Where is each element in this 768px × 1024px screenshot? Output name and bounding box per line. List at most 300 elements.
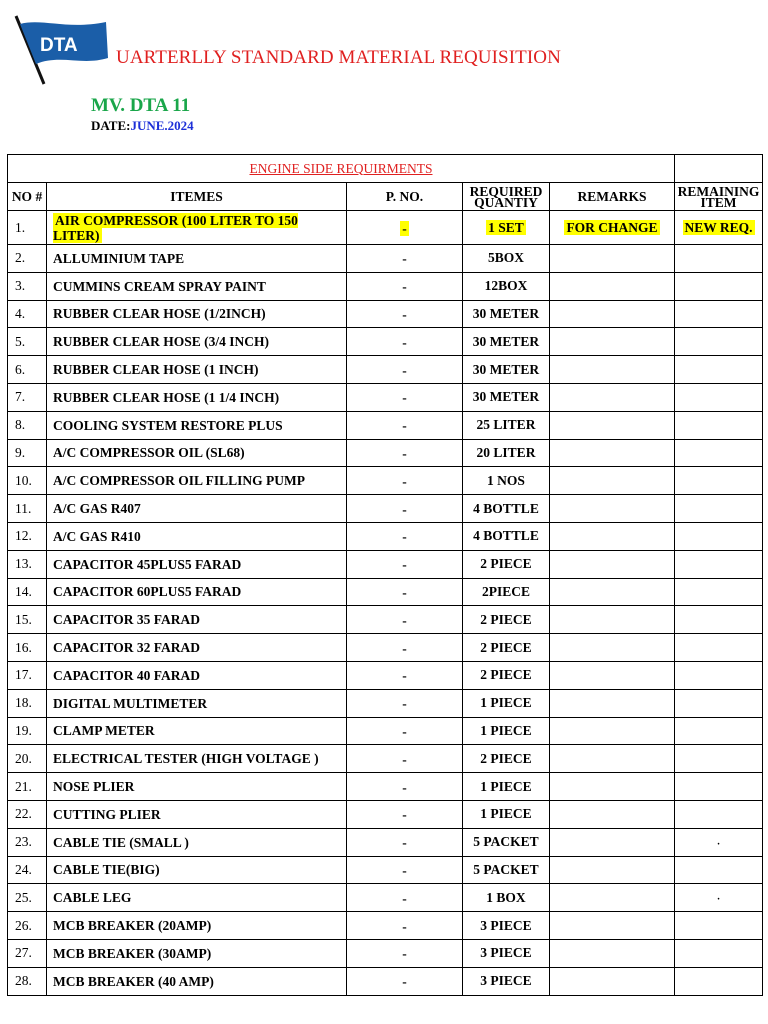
cell-no [8, 745, 47, 773]
cell-item-text: MCB BREAKER (40 AMP) [53, 973, 214, 989]
cell-pno [347, 328, 463, 356]
cell-pno-text: - [402, 723, 407, 739]
cell-no-text: 13. [15, 556, 32, 572]
cell-pno-text: - [402, 557, 407, 573]
cell-no-text: 26. [15, 917, 32, 933]
cell-item-text: NOSE PLIER [53, 779, 135, 795]
cell-pno [347, 606, 463, 634]
cell-qty-text: 2 PIECE [480, 639, 532, 655]
cell-qty-text: 1 PIECE [480, 778, 532, 794]
cell-qty-text: 20 LITER [476, 444, 536, 460]
cell-pno [347, 912, 463, 940]
cell-qty [463, 439, 550, 467]
cell-pno-text: - [402, 220, 407, 236]
cell-qty-text: 5 PACKET [473, 861, 539, 877]
cell-qty-text: 1 SET [488, 219, 524, 235]
cell-qty [463, 383, 550, 411]
table-row [8, 495, 763, 523]
cell-pno-text: - [402, 473, 407, 489]
table-row [8, 272, 763, 300]
cell-qty-text: 30 METER [472, 333, 540, 349]
cell-qty [463, 495, 550, 523]
cell-pno [347, 773, 463, 801]
cell-qty [463, 578, 550, 606]
cell-remaining [675, 939, 763, 967]
table-row [8, 550, 763, 578]
cell-qty-text: 1 NOS [487, 472, 525, 488]
cell-remarks [550, 550, 675, 578]
cell-remarks [550, 211, 675, 245]
cell-pno [347, 411, 463, 439]
cell-pno [347, 856, 463, 884]
cell-item [47, 661, 347, 689]
col-header-remaining-line1: REMAINING [677, 183, 760, 199]
cell-item-text: CAPACITOR 35 FARAD [53, 612, 200, 628]
cell-qty-text: 4 BOTTLE [473, 500, 539, 516]
cell-remaining [675, 245, 763, 273]
cell-remaining [675, 661, 763, 689]
cell-item-text: A/C COMPRESSOR OIL FILLING PUMP [53, 473, 306, 489]
cell-qty [463, 634, 550, 662]
cell-pno-text: - [402, 946, 407, 962]
cell-qty-text: 1 BOX [486, 889, 526, 905]
cell-no-text: 14. [15, 583, 32, 599]
cell-remarks [550, 661, 675, 689]
cell-remaining [675, 828, 763, 856]
cell-pno-text: - [402, 279, 407, 295]
cell-no-text: 15. [15, 611, 32, 627]
cell-item-text: CAPACITOR 60PLUS5 FARAD [53, 584, 242, 600]
cell-no [8, 884, 47, 912]
cell-qty-text: 4 BOTTLE [473, 528, 539, 544]
cell-pno-text: - [402, 779, 407, 795]
cell-no-text: 1. [15, 219, 26, 235]
cell-remarks [550, 439, 675, 467]
table-row [8, 439, 763, 467]
cell-item-text: CAPACITOR 32 FARAD [53, 640, 200, 656]
cell-remaining-text: · [716, 838, 721, 850]
cell-qty [463, 717, 550, 745]
table-row [8, 884, 763, 912]
cell-pno-text: - [402, 390, 407, 406]
cell-pno-text: - [402, 918, 407, 934]
cell-item [47, 800, 347, 828]
date-label: DATE: [91, 118, 131, 133]
cell-remaining-text: · [716, 894, 721, 906]
cell-pno [347, 211, 463, 245]
cell-remaining [675, 689, 763, 717]
cell-pno-text: - [402, 640, 407, 656]
cell-remaining [675, 383, 763, 411]
cell-pno-text: - [402, 445, 407, 461]
cell-pno-text: - [402, 835, 407, 851]
cell-pno [347, 939, 463, 967]
cell-remarks [550, 856, 675, 884]
cell-qty [463, 884, 550, 912]
cell-item [47, 272, 347, 300]
cell-remarks [550, 467, 675, 495]
table-row [8, 578, 763, 606]
cell-item [47, 439, 347, 467]
cell-qty-text: 12BOX [484, 278, 528, 294]
cell-item-text: CAPACITOR 45PLUS5 FARAD [53, 556, 242, 572]
cell-item-text: A/C GAS R410 [53, 528, 141, 544]
column-header-row [8, 183, 763, 211]
cell-item [47, 689, 347, 717]
cell-remarks [550, 411, 675, 439]
table-row [8, 967, 763, 995]
cell-no-text: 19. [15, 722, 32, 738]
cell-remarks [550, 939, 675, 967]
cell-no [8, 356, 47, 384]
cell-no [8, 578, 47, 606]
table-row [8, 467, 763, 495]
table-row [8, 689, 763, 717]
cell-item [47, 467, 347, 495]
cell-pno-text: - [402, 751, 407, 767]
cell-no-text: 6. [15, 361, 26, 377]
cell-remaining [675, 522, 763, 550]
cell-remarks [550, 689, 675, 717]
cell-item [47, 939, 347, 967]
cell-no-text: 2. [15, 250, 26, 266]
cell-remaining [675, 439, 763, 467]
cell-no [8, 717, 47, 745]
col-header-qty-line1: REQUIRED [469, 183, 543, 199]
section-title-row [8, 155, 763, 183]
cell-pno-text: - [402, 306, 407, 322]
cell-remaining [675, 606, 763, 634]
col-header-no: NO # [8, 183, 47, 211]
table-row [8, 211, 763, 245]
requisition-table [7, 154, 763, 996]
cell-remarks [550, 884, 675, 912]
cell-pno [347, 272, 463, 300]
cell-no [8, 634, 47, 662]
cell-item [47, 245, 347, 273]
table-row [8, 856, 763, 884]
cell-qty [463, 939, 550, 967]
document-title: UARTERLLY STANDARD MATERIAL REQUISITION [116, 47, 561, 68]
cell-no-text: 24. [15, 861, 32, 877]
cell-pno-text: - [402, 890, 407, 906]
col-header-items: ITEMES [47, 183, 347, 211]
cell-no [8, 272, 47, 300]
cell-pno-text: - [402, 696, 407, 712]
cell-remaining [675, 411, 763, 439]
cell-remaining [675, 773, 763, 801]
cell-remaining [675, 550, 763, 578]
cell-remaining [675, 328, 763, 356]
cell-qty-text: 1 PIECE [480, 695, 532, 711]
cell-item-text: DIGITAL MULTIMETER [53, 695, 208, 711]
table-row [8, 383, 763, 411]
cell-qty [463, 745, 550, 773]
cell-remaining [675, 912, 763, 940]
cell-pno-text: - [402, 584, 407, 600]
cell-remarks [550, 773, 675, 801]
cell-no-text: 25. [15, 889, 32, 905]
cell-remarks [550, 745, 675, 773]
table-row [8, 717, 763, 745]
cell-pno-text: - [402, 251, 407, 267]
cell-item [47, 522, 347, 550]
cell-qty-text: 5 PACKET [473, 834, 539, 850]
cell-no-text: 20. [15, 750, 32, 766]
cell-item-text: A/C GAS R407 [53, 501, 141, 517]
col-header-qty [463, 183, 550, 211]
cell-no [8, 800, 47, 828]
cell-qty [463, 300, 550, 328]
cell-item [47, 912, 347, 940]
cell-pno [347, 634, 463, 662]
cell-item-text: ALLUMINIUM TAPE [53, 250, 185, 266]
cell-item [47, 411, 347, 439]
cell-no [8, 439, 47, 467]
cell-remarks [550, 606, 675, 634]
table-row [8, 828, 763, 856]
cell-no [8, 328, 47, 356]
date-line [91, 118, 194, 134]
cell-remaining-text: NEW REQ. [684, 220, 753, 235]
table-row [8, 661, 763, 689]
cell-item [47, 967, 347, 995]
cell-remaining [675, 300, 763, 328]
cell-pno-text: - [402, 612, 407, 628]
cell-qty [463, 661, 550, 689]
cell-no-text: 12. [15, 528, 32, 544]
cell-no-text: 16. [15, 639, 32, 655]
table-row [8, 245, 763, 273]
cell-item [47, 856, 347, 884]
cell-pno-text: - [402, 334, 407, 350]
cell-qty [463, 800, 550, 828]
table-row [8, 328, 763, 356]
cell-remarks [550, 328, 675, 356]
col-header-pno: P. NO. [347, 183, 463, 211]
cell-pno-text: - [402, 501, 407, 517]
cell-no-text: 21. [15, 778, 32, 794]
cell-no [8, 967, 47, 995]
cell-pno-text: - [402, 974, 407, 990]
cell-item-text: CABLE TIE (SMALL ) [53, 834, 189, 850]
cell-item-text: CABLE TIE(BIG) [53, 862, 160, 878]
cell-pno [347, 439, 463, 467]
cell-pno [347, 550, 463, 578]
table-row [8, 522, 763, 550]
cell-pno [347, 689, 463, 717]
table-row [8, 634, 763, 662]
cell-no [8, 939, 47, 967]
cell-pno-text: - [402, 862, 407, 878]
cell-remaining [675, 717, 763, 745]
cell-item-text: CABLE LEG [53, 890, 132, 906]
cell-item-text: CUTTING PLIER [53, 806, 161, 822]
cell-pno [347, 884, 463, 912]
cell-qty-text: 5BOX [487, 250, 524, 266]
table-row [8, 411, 763, 439]
table-row [8, 800, 763, 828]
cell-item [47, 550, 347, 578]
cell-no-text: 4. [15, 305, 26, 321]
cell-remaining [675, 800, 763, 828]
cell-qty-text: 1 PIECE [480, 722, 532, 738]
table-row [8, 356, 763, 384]
cell-qty [463, 689, 550, 717]
cell-qty-text: 2 PIECE [480, 750, 532, 766]
col-header-qty-line2: QUANTIY [474, 194, 538, 210]
cell-no [8, 411, 47, 439]
cell-remarks [550, 356, 675, 384]
cell-remarks [550, 828, 675, 856]
cell-remaining [675, 272, 763, 300]
cell-remarks [550, 300, 675, 328]
cell-qty-text: 2 PIECE [480, 611, 532, 627]
cell-remarks [550, 272, 675, 300]
company-logo [12, 14, 112, 86]
cell-qty-text: 30 METER [472, 361, 540, 377]
cell-qty-text: 2 PIECE [480, 556, 532, 572]
cell-remaining [675, 856, 763, 884]
cell-pno-text: - [402, 529, 407, 545]
cell-remarks [550, 800, 675, 828]
cell-item [47, 606, 347, 634]
cell-remarks [550, 578, 675, 606]
cell-no [8, 912, 47, 940]
cell-item [47, 356, 347, 384]
cell-pno [347, 522, 463, 550]
col-header-remarks: REMARKS [550, 183, 675, 211]
cell-no-text: 5. [15, 333, 26, 349]
cell-qty [463, 245, 550, 273]
cell-pno [347, 661, 463, 689]
cell-no-text: 23. [15, 834, 32, 850]
cell-pno-text: - [402, 418, 407, 434]
cell-item-text: ELECTRICAL TESTER (HIGH VOLTAGE ) [53, 751, 319, 767]
cell-no [8, 661, 47, 689]
cell-item-text: RUBBER CLEAR HOSE (1/2INCH) [53, 306, 266, 322]
cell-qty [463, 272, 550, 300]
col-header-remaining-line2: ITEM [700, 194, 737, 210]
date-value: JUNE.2024 [130, 118, 194, 133]
cell-remarks [550, 717, 675, 745]
cell-no [8, 550, 47, 578]
cell-pno-text: - [402, 668, 407, 684]
cell-pno [347, 578, 463, 606]
cell-pno [347, 800, 463, 828]
cell-remaining [675, 356, 763, 384]
cell-pno-text: - [402, 807, 407, 823]
cell-item-text: MCB BREAKER (20AMP) [53, 918, 212, 934]
cell-qty [463, 550, 550, 578]
table-row [8, 745, 763, 773]
cell-item [47, 717, 347, 745]
cell-no-text: 10. [15, 472, 32, 488]
col-header-remaining [675, 183, 763, 211]
cell-no [8, 828, 47, 856]
cell-item [47, 773, 347, 801]
cell-remarks [550, 522, 675, 550]
vessel-name: MV. DTA 11 [91, 95, 191, 116]
cell-no [8, 606, 47, 634]
cell-qty [463, 967, 550, 995]
cell-remarks [550, 383, 675, 411]
cell-pno [347, 745, 463, 773]
cell-qty [463, 912, 550, 940]
cell-no [8, 211, 47, 245]
cell-no-text: 27. [15, 945, 32, 961]
cell-remarks [550, 912, 675, 940]
cell-pno-text: - [402, 362, 407, 378]
table-row [8, 939, 763, 967]
section-title-spacer [675, 155, 763, 183]
cell-remaining [675, 495, 763, 523]
cell-item [47, 495, 347, 523]
table-row [8, 912, 763, 940]
cell-remarks [550, 245, 675, 273]
cell-no [8, 522, 47, 550]
cell-remarks [550, 634, 675, 662]
cell-remarks [550, 967, 675, 995]
cell-item [47, 328, 347, 356]
cell-no-text: 8. [15, 417, 26, 433]
cell-item [47, 884, 347, 912]
cell-no-text: 22. [15, 806, 32, 822]
cell-item-text: MCB BREAKER (30AMP) [53, 945, 212, 961]
cell-item [47, 828, 347, 856]
cell-no-text: 11. [15, 500, 32, 516]
cell-no [8, 689, 47, 717]
cell-no-text: 3. [15, 278, 26, 294]
cell-qty [463, 773, 550, 801]
cell-pno [347, 495, 463, 523]
cell-no [8, 467, 47, 495]
cell-qty-text: 3 PIECE [480, 945, 532, 961]
cell-item-text: RUBBER CLEAR HOSE (1 1/4 INCH) [53, 389, 280, 405]
cell-pno [347, 383, 463, 411]
cell-pno [347, 356, 463, 384]
cell-remaining [675, 967, 763, 995]
cell-qty-text: 1 PIECE [480, 806, 532, 822]
table-row [8, 773, 763, 801]
cell-item [47, 578, 347, 606]
cell-no-text: 9. [15, 444, 26, 460]
cell-item-text: CLAMP METER [53, 723, 155, 739]
cell-remaining [675, 634, 763, 662]
cell-no [8, 773, 47, 801]
cell-pno [347, 245, 463, 273]
cell-remaining [675, 467, 763, 495]
cell-qty [463, 828, 550, 856]
cell-item [47, 745, 347, 773]
cell-item [47, 300, 347, 328]
cell-item-text: AIR COMPRESSOR (100 LITER TO 150 LITER) [53, 212, 298, 243]
cell-item [47, 383, 347, 411]
cell-qty-text: 3 PIECE [480, 973, 532, 989]
cell-pno [347, 828, 463, 856]
cell-item-text: CUMMINS CREAM SPRAY PAINT [53, 278, 266, 294]
cell-item [47, 634, 347, 662]
cell-item-text: RUBBER CLEAR HOSE (1 INCH) [53, 362, 259, 378]
cell-qty-text: 2 PIECE [480, 667, 532, 683]
cell-remaining [675, 578, 763, 606]
cell-no [8, 245, 47, 273]
cell-item-text: RUBBER CLEAR HOSE (3/4 INCH) [53, 334, 270, 350]
cell-remaining [675, 884, 763, 912]
cell-remaining [675, 745, 763, 773]
cell-qty-text: 3 PIECE [480, 917, 532, 933]
cell-pno [347, 467, 463, 495]
